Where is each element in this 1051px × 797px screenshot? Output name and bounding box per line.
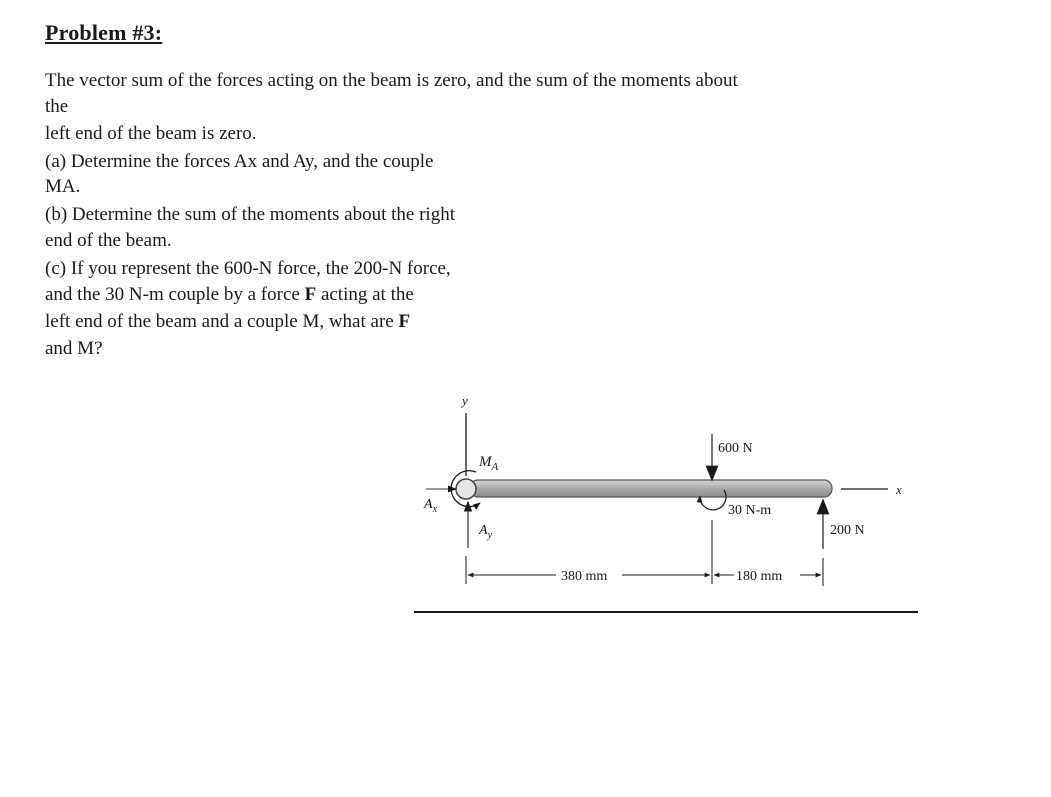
moment-ma-label: $M_A$ (479, 454, 499, 473)
ax-label: $A_x$ (424, 497, 438, 515)
dim-180-label: 180 mm (736, 569, 783, 584)
problem-text-line: left end of the beam is zero. (45, 123, 257, 144)
x-axis-label: x (896, 482, 902, 497)
part-a-line: (a) Determine the forces Ax and Ay, and the couple (45, 151, 434, 172)
part-c-line: and M? (45, 338, 103, 359)
part-c-line: (c) If you represent the 600-N force, the 200-N force, (45, 258, 451, 279)
left-support (456, 479, 476, 499)
force-200-label: 200 N (830, 523, 865, 538)
problem-title: Problem #3: (45, 20, 163, 45)
part-c-line: left end of the beam and a couple M, what are F (45, 311, 411, 332)
dim-380-label: 380 mm (561, 569, 608, 584)
part-b-line: end of the beam. (45, 230, 172, 251)
ay-label: $A_y$ (479, 523, 493, 541)
y-axis-label: y (462, 393, 468, 408)
part-a-line: MA. (45, 176, 81, 197)
beam (470, 480, 832, 497)
problem-text-line: The vector sum of the forces acting on the beam is zero, and the sum of the moments about (45, 70, 738, 91)
force-600-label: 600 N (718, 441, 753, 456)
problem-text-line: the (45, 96, 69, 117)
couple-30-label: 30 N-m (728, 503, 772, 518)
part-b-line: (b) Determine the sum of the moments about the right (45, 204, 455, 225)
part-c-line: and the 30 N-m couple by a force F acting at the (45, 284, 414, 305)
